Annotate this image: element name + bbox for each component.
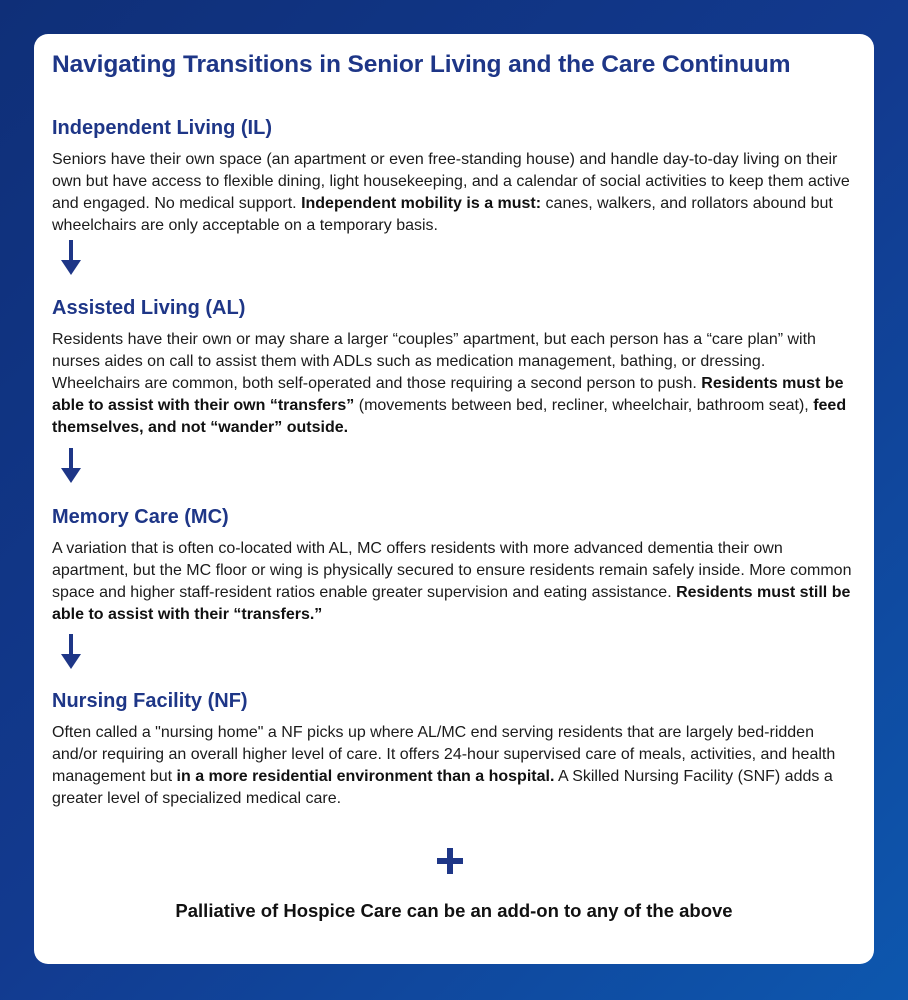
body-text: Often called a "nursing home" a NF picks up where AL/MC end serving residents that are largely bed-ridden and/or requiring an overall higher level of care. It offers 24-hour supervised care of meals, activities, and health management but: [52, 724, 836, 785]
footer-note: Palliative of Hospice Care can be an add-on to any of the above: [175, 900, 733, 921]
body-text: (movements between bed, recliner, wheelchair, bathroom seat),: [354, 397, 814, 414]
section-body: [52, 149, 856, 237]
arrow-down-icon: [60, 240, 82, 276]
section-heading: Assisted Living (AL): [52, 297, 246, 319]
section-body: [52, 722, 856, 810]
infographic-card: [34, 34, 874, 964]
section-memory-care: [52, 505, 856, 626]
body-bold-text: feed themselves, and not “wander” outside.: [52, 397, 847, 436]
section-heading: Memory Care (MC): [52, 506, 229, 528]
body-text: Seniors have their own space (an apartment or even free-standing house) and handle day-to-day living on their own but have access to flexible dining, light housekeeping, and a calendar of social activities to keep them active and engaged. No medical support.: [52, 151, 850, 212]
arrow-down-icon: [60, 448, 82, 484]
body-text: Residents have their own or may share a larger “couples” apartment, but each person has a “care plan” with nurses aides on call to assist them with ADLs such as medication management, bathing, or dressing. Wheelchairs are common, both self-operated and those requiring a second person to push.: [52, 331, 816, 392]
body-text: A variation that is often co-located with AL, MC offers residents with more advanced dementia their own apartment, but the MC floor or wing is physically secured to ensure residents remain safely inside. More common space and higher staff-resident ratios enable greater supervision and eating assistance.: [52, 540, 852, 601]
section-heading: Independent Living (IL): [52, 117, 272, 139]
body-text: A Skilled Nursing Facility (SNF) adds a greater level of specialized medical care.: [52, 768, 833, 807]
body-bold-text: Residents must be able to assist with their own “transfers”: [52, 375, 844, 414]
body-bold-text: Residents must still be able to assist with their “transfers.”: [52, 584, 851, 623]
section-heading: Nursing Facility (NF): [52, 690, 248, 712]
plus-icon: [437, 848, 463, 874]
body-bold-text: in a more residential environment than a hospital.: [176, 768, 555, 785]
section-body: [52, 538, 856, 626]
arrow-down-icon: [60, 634, 82, 670]
section-nursing-facility: [52, 689, 856, 810]
section-assisted-living: [52, 296, 856, 439]
body-text: canes, walkers, and rollators abound but wheelchairs are only acceptable on a temporary basis.: [52, 195, 833, 234]
page-title: Navigating Transitions in Senior Living and the Care Continuum: [52, 51, 791, 78]
body-bold-text: Independent mobility is a must:: [301, 195, 542, 212]
section-body: [52, 329, 856, 439]
section-independent-living: [52, 116, 856, 237]
